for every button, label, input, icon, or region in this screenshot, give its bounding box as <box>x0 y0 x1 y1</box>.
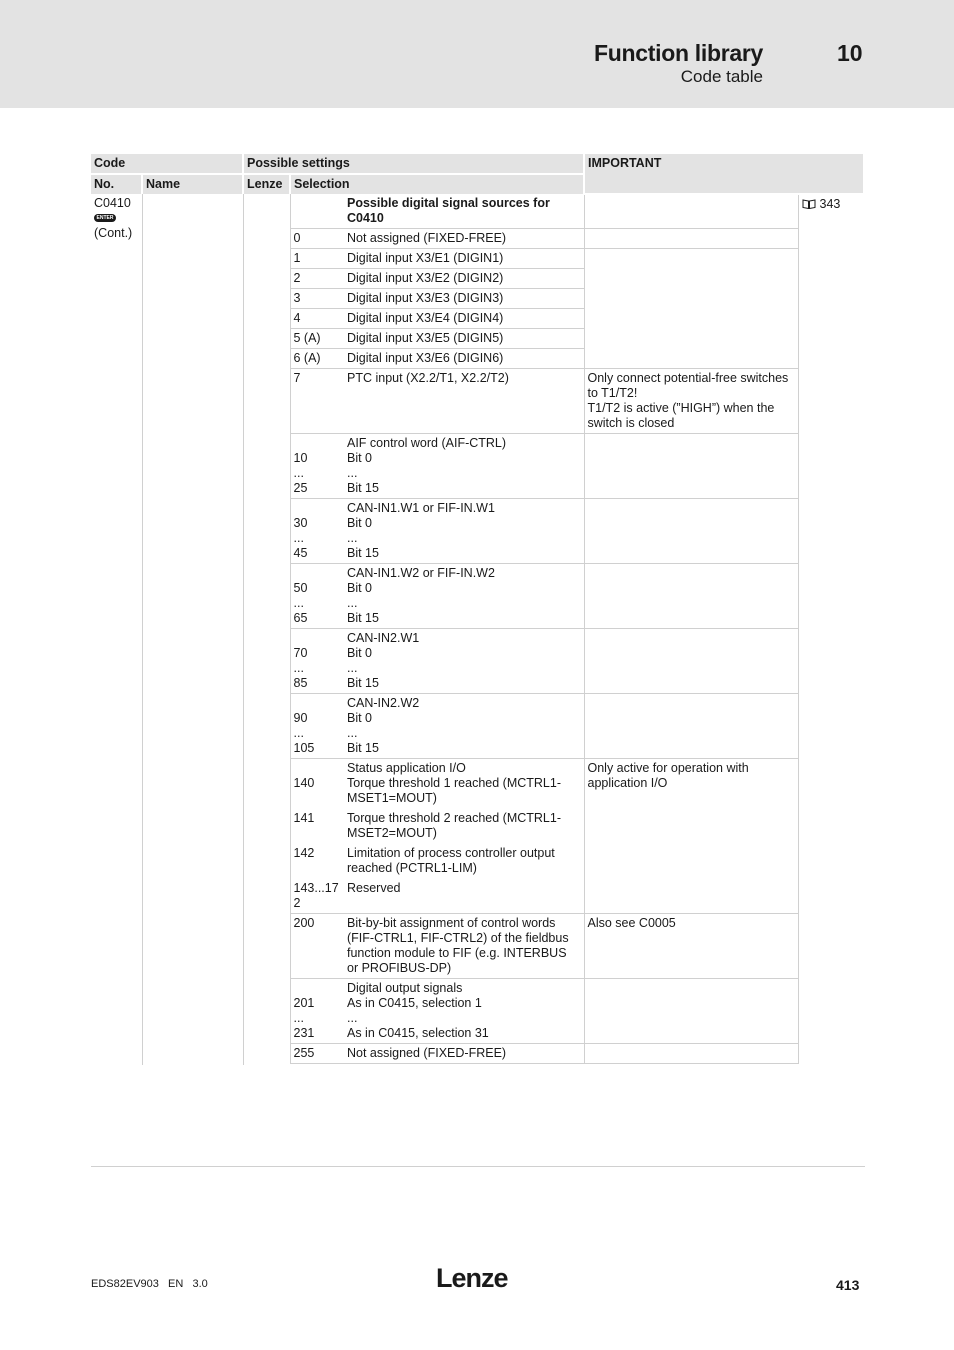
table-row-group: 70 ... 85 CAN-IN2.W1 Bit 0 ... Bit 15 <box>91 629 863 694</box>
cont-label: (Cont.) <box>94 226 133 240</box>
table-row: 6 (A) Digital input X3/E6 (DIGIN6) <box>91 349 863 369</box>
code-cell <box>91 194 142 1064</box>
table-row: 1 Digital input X3/E1 (DIGIN1) <box>91 249 863 269</box>
table-row-group: 10 ... 25 AIF control word (AIF-CTRL) Bit 0 ... Bit 15 <box>91 434 863 499</box>
table-row-group: 140 141 142 143...172 Status application I/O Torque threshold 1 reached (MCTRL1-MSET1=MOUT) Torque threshold 2 reached (MCTRL1-MSET2=MOUT) Limitation of process controller output reached (PCTRL1-LIM) Reserved Only active for operation with application I/O <box>91 759 863 914</box>
table-row-group: 201 ... 231 Digital output signals As in C0415, selection 1 ... As in C0415, selection 31 <box>91 979 863 1044</box>
table-header-row-1 <box>91 154 863 174</box>
table-row: 0 Not assigned (FIXED-FREE) <box>91 229 863 249</box>
col-head-code: Code <box>91 154 243 174</box>
table-row: 5 (A) Digital input X3/E5 (DIGIN5) <box>91 329 863 349</box>
table-row: 4 Digital input X3/E4 (DIGIN4) <box>91 309 863 329</box>
chapter-number: 10 <box>837 40 863 66</box>
enter-key-icon: ENTER <box>94 214 116 222</box>
page-number: 413 <box>836 1277 860 1293</box>
section-subtitle: Code table <box>680 67 763 86</box>
table-bottom-rule <box>91 1166 865 1167</box>
col-head-settings: Possible settings <box>243 154 584 174</box>
page-reference: 343 <box>819 197 841 211</box>
table-row: 7 PTC input (X2.2/T1, X2.2/T2) Only connect potential-free switches to T1/T2! T1/T2 is active (”HIGH”) when the switch is closed <box>91 369 863 434</box>
table-row: 200 Bit-by-bit assignment of control words (FIF-CTRL1, FIF-CTRL2) of the fieldbus function module to FIF (e.g. INTERBUS or PROFIBUS-DP) Also see C0005 <box>91 914 863 979</box>
book-icon <box>802 199 816 209</box>
col-head-name: Name <box>142 174 243 194</box>
col-head-selection: Selection <box>290 174 584 194</box>
col-head-important: IMPORTANT <box>584 154 863 194</box>
lenze-logo: Lenze <box>436 1263 508 1293</box>
name-cell <box>142 194 243 1064</box>
table-row: 255 Not assigned (FIXED-FREE) <box>91 1044 863 1064</box>
lenze-cell <box>243 194 290 1064</box>
code-number: C0410 <box>94 196 131 210</box>
table-row: 3 Digital input X3/E3 (DIGIN3) <box>91 289 863 309</box>
chapter-title: Function library <box>594 40 763 66</box>
col-head-no: No. <box>94 177 115 191</box>
table-row <box>91 194 863 229</box>
document-code: EDS82EV903 EN 3.0 <box>91 1278 208 1290</box>
header-band <box>0 0 954 108</box>
table-row-group: 90 ... 105 CAN-IN2.W2 Bit 0 ... Bit 15 <box>91 694 863 759</box>
table-row: 2 Digital input X3/E2 (DIGIN2) <box>91 269 863 289</box>
ptc-note: Only connect potential-free switches to T1/T2! T1/T2 is active (”HIGH”) when the switch is closed <box>584 369 798 434</box>
table-row-group: 30 ... 45 CAN-IN1.W1 or FIF-IN.W1 Bit 0 ... Bit 15 <box>91 499 863 564</box>
table-row-group: 50 ... 65 CAN-IN1.W2 or FIF-IN.W2 Bit 0 ... Bit 15 <box>91 564 863 629</box>
intro-text: Possible digital signal sources for C0410 <box>344 194 584 229</box>
fif-note: Also see C0005 <box>584 914 798 979</box>
reference-cell <box>798 194 863 1064</box>
col-head-lenze: Lenze <box>243 174 290 194</box>
code-table <box>91 154 863 1064</box>
status-note: Only active for operation with application I/O <box>584 759 798 914</box>
